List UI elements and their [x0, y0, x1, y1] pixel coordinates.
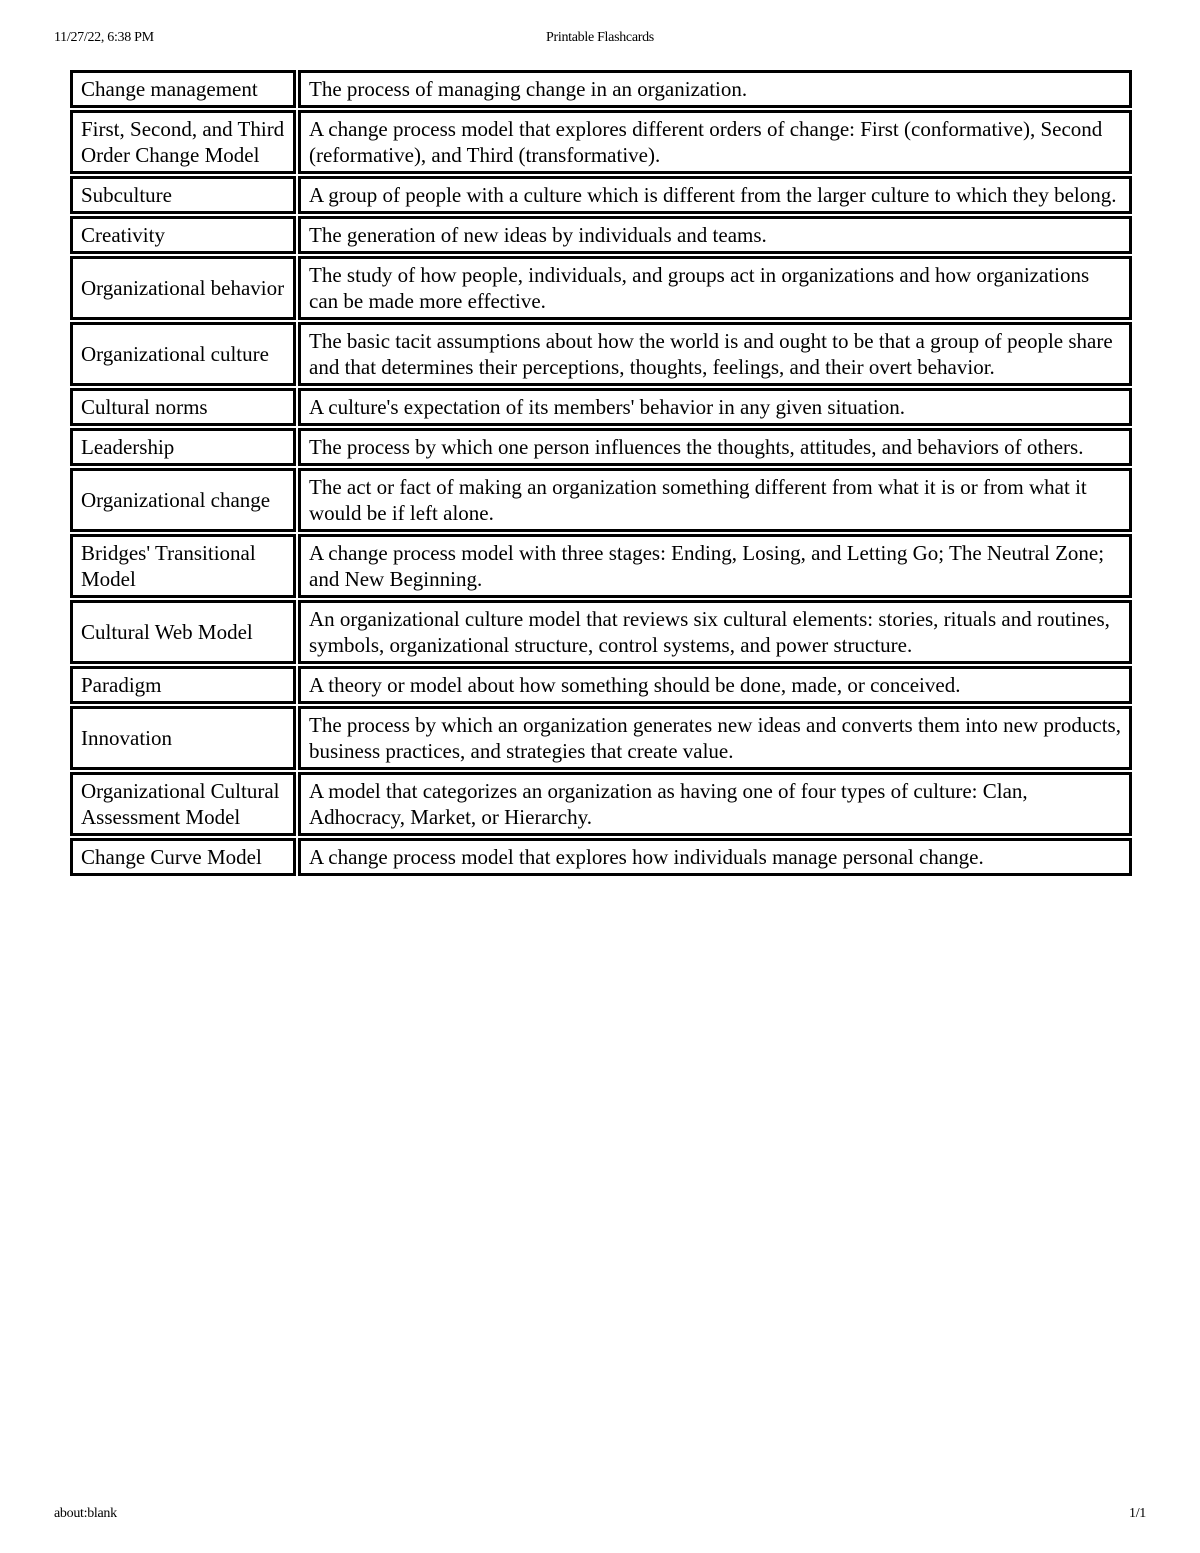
- flashcard-row: [70, 110, 1132, 174]
- flashcard-term: Subculture: [70, 176, 296, 214]
- flashcard-term: Organizational behavior: [70, 256, 296, 320]
- flashcard-table: [68, 68, 1134, 878]
- flashcard-row: [70, 388, 1132, 426]
- flashcard-row: [70, 70, 1132, 108]
- flashcard-definition: The basic tacit assumptions about how the world is and ought to be that a group of people share and that determines their perceptions, thoughts, feelings, and their overt behavior.: [298, 322, 1132, 386]
- flashcard-row: [70, 706, 1132, 770]
- flashcard-definition: The study of how people, individuals, and groups act in organizations and how organizations can be made more effective.: [298, 256, 1132, 320]
- flashcard-term: Paradigm: [70, 666, 296, 704]
- flashcard-definition: The act or fact of making an organization something different from what it is or from what it would be if left alone.: [298, 468, 1132, 532]
- flashcard-term: Change management: [70, 70, 296, 108]
- flashcard-row: [70, 772, 1132, 836]
- flashcard-definition: An organizational culture model that reviews six cultural elements: stories, rituals and routines, symbols, organizational structure, control systems, and power structure.: [298, 600, 1132, 664]
- flashcard-definition: The generation of new ideas by individuals and teams.: [298, 216, 1132, 254]
- flashcard-definition: A group of people with a culture which is different from the larger culture to which they belong.: [298, 176, 1132, 214]
- flashcard-definition: A theory or model about how something should be done, made, or conceived.: [298, 666, 1132, 704]
- flashcard-term: Organizational change: [70, 468, 296, 532]
- flashcard-row: [70, 838, 1132, 876]
- flashcard-term: Leadership: [70, 428, 296, 466]
- flashcard-term: First, Second, and Third Order Change Model: [70, 110, 296, 174]
- flashcard-row: [70, 428, 1132, 466]
- flashcard-row: [70, 534, 1132, 598]
- page-title: Printable Flashcards: [546, 30, 654, 45]
- flashcard-term: Creativity: [70, 216, 296, 254]
- flashcard-term: Change Curve Model: [70, 838, 296, 876]
- flashcard-definition: The process by which an organization generates new ideas and converts them into new products, business practices, and strategies that create value.: [298, 706, 1132, 770]
- flashcard-term: Cultural norms: [70, 388, 296, 426]
- flashcard-definition: A change process model that explores how individuals manage personal change.: [298, 838, 1132, 876]
- flashcard-row: [70, 666, 1132, 704]
- flashcard-term: Bridges' Transitional Model: [70, 534, 296, 598]
- flashcard-definition: A model that categorizes an organization as having one of four types of culture: Clan, Adhocracy, Market, or Hierarchy.: [298, 772, 1132, 836]
- flashcard-definition: The process by which one person influences the thoughts, attitudes, and behaviors of others.: [298, 428, 1132, 466]
- flashcard-definition: A change process model with three stages: Ending, Losing, and Letting Go; The Neutral Zone; and New Beginning.: [298, 534, 1132, 598]
- print-datetime: 11/27/22, 6:38 PM: [54, 30, 154, 45]
- flashcard-row: [70, 256, 1132, 320]
- flashcard-definition: A culture's expectation of its members' behavior in any given situation.: [298, 388, 1132, 426]
- flashcard-term: Organizational culture: [70, 322, 296, 386]
- flashcard-row: [70, 322, 1132, 386]
- flashcard-row: [70, 216, 1132, 254]
- flashcard-definition: A change process model that explores different orders of change: First (conformative), Second (reformative), and Third (transformative).: [298, 110, 1132, 174]
- flashcard-row: [70, 600, 1132, 664]
- flashcard-term: Cultural Web Model: [70, 600, 296, 664]
- flashcard-row: [70, 468, 1132, 532]
- flashcard-term: Organizational Cultural Assessment Model: [70, 772, 296, 836]
- page-number: 1/1: [1129, 1506, 1146, 1521]
- flashcard-definition: The process of managing change in an organization.: [298, 70, 1132, 108]
- page-url: about:blank: [54, 1506, 117, 1521]
- flashcard-term: Innovation: [70, 706, 296, 770]
- flashcard-row: [70, 176, 1132, 214]
